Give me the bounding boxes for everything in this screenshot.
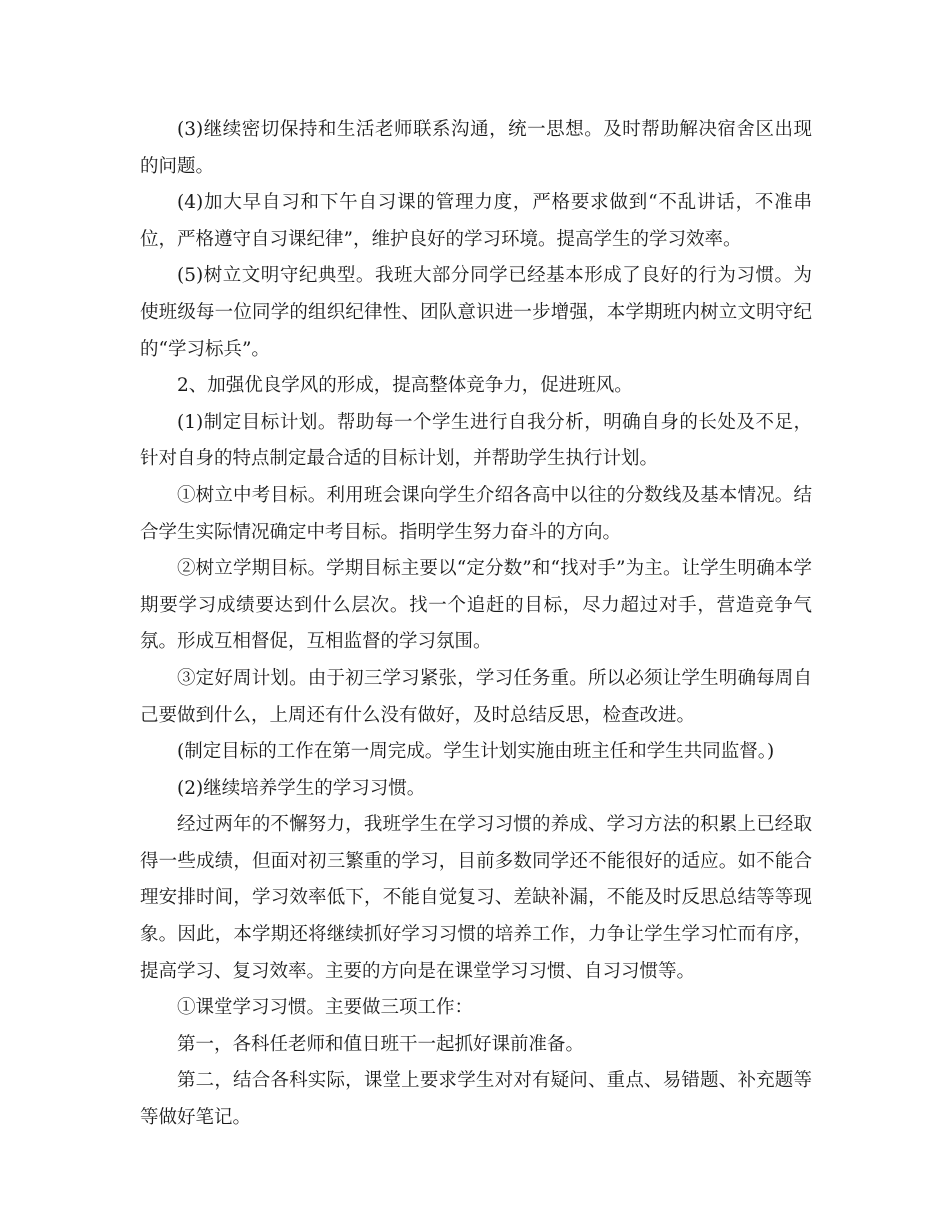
paragraph-goal-note: (制定目标的工作在第一周完成。学生计划实施由班主任和学生共同监督。) bbox=[177, 741, 775, 763]
paragraph-exam-goal: ①树立中考目标。利用班会课向学生介绍各高中以往的分数线及基本情况。结合学生实际情况确定中考目标。指明学生努力奋斗的方向。 bbox=[140, 484, 812, 543]
paragraph-study-habits-heading: (2)继续培养学生的学习习惯。 bbox=[177, 777, 426, 799]
paragraph-first-task: 第一，各科任老师和值日班干一起抓好课前准备。 bbox=[177, 1033, 585, 1055]
paragraph-section-study-atmosphere: 2、加强优良学风的形成，提高整体竞争力，促进班风。 bbox=[177, 375, 633, 397]
document-body bbox=[140, 112, 812, 1137]
paragraph-weekly-plan: ③定好周计划。由于初三学习紧张，学习任务重。所以必须让学生明确每周自己要做到什么，上周还有什么没有做好，及时总结反思，检查改进。 bbox=[140, 667, 812, 726]
paragraph-self-study-management: (4)加大早自习和下午自习课的管理力度，严格要求做到“不乱讲话，不准串位，严格遵守自习课纪律”，维护良好的学习环境。提高学生的学习效率。 bbox=[140, 192, 812, 250]
paragraph-classroom-habits: ①课堂学习习惯。主要做三项工作： bbox=[177, 997, 474, 1019]
paragraph-dormitory-communication: (3)继续密切保持和生活老师联系沟通，统一思想。及时帮助解决宿舍区出现的问题。 bbox=[140, 119, 812, 177]
paragraph-second-task: 第二，结合各科实际，课堂上要求学生对对有疑问、重点、易错题、补充题等等做好笔记。 bbox=[140, 1070, 812, 1129]
paragraph-semester-goal: ②树立学期目标。学期目标主要以“定分数”和“找对手”为主。让学生明确本学期要学习成绩要达到什么层次。找一个追赶的目标，尽力超过对手，营造竞争气氛。形成互相督促，互相监督的学习氛围。 bbox=[140, 558, 812, 653]
paragraph-goal-planning: (1)制定目标计划。帮助每一个学生进行自我分析，明确自身的长处及不足，针对自身的特点制定最合适的目标计划，并帮助学生执行计划。 bbox=[140, 411, 812, 470]
paragraph-study-habits-detail: 经过两年的不懈努力，我班学生在学习习惯的养成、学习方法的积累上已经取得一些成绩，但面对初三繁重的学习，目前多数同学还不能很好的适应。如不能合理安排时间，学习效率低下，不能自觉复习、差缺补漏，不能及时反思总结等等现象。因此，本学期还将继续抓好学习习惯的培养工作，力争让学生学习忙而有序，提高学习、复习效率。主要的方向是在课堂学习习惯、自习习惯等。 bbox=[140, 814, 812, 982]
paragraph-discipline-model: (5)树立文明守纪典型。我班大部分同学已经基本形成了良好的行为习惯。为使班级每一位同学的组织纪律性、团队意识进一步增强，本学期班内树立文明守纪的“学习标兵”。 bbox=[140, 265, 812, 360]
